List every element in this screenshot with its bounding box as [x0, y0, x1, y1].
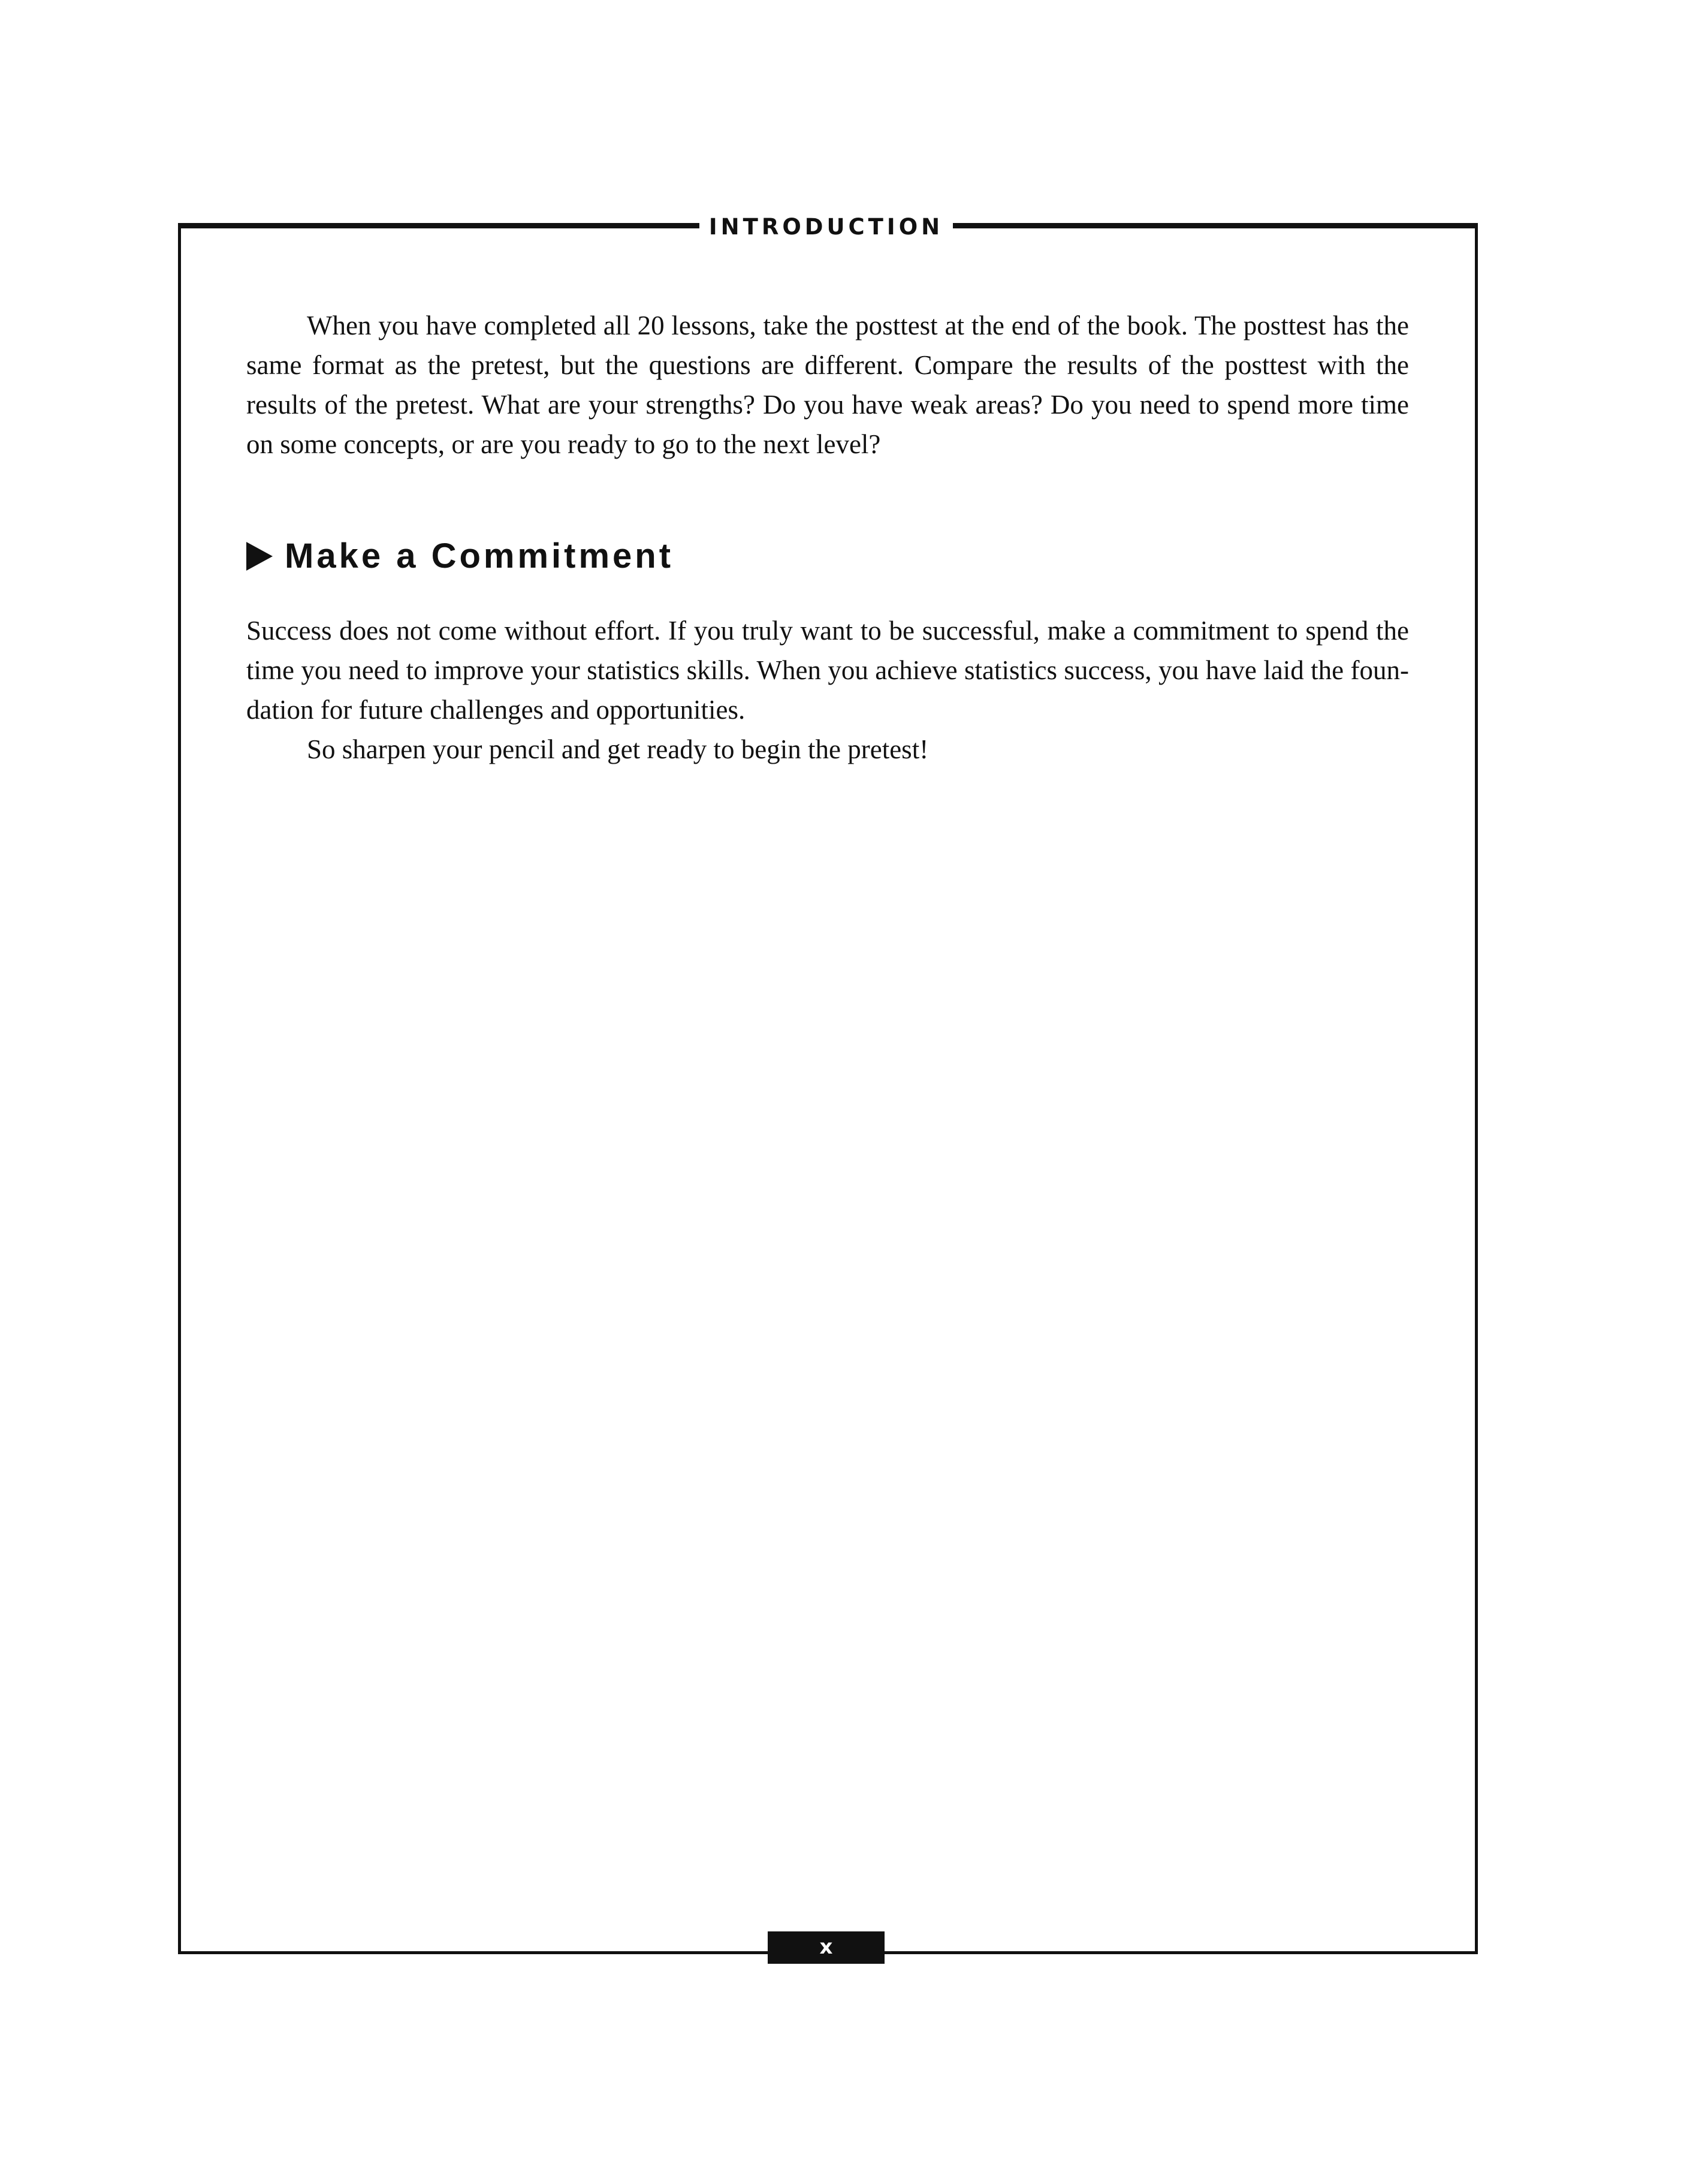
header-rule-right	[953, 223, 1478, 228]
section-heading-row	[246, 536, 1409, 576]
triangle-arrow-icon	[246, 542, 273, 571]
intro-paragraph: When you have completed all 20 lessons, take the posttest at the end of the book. The posttest has the same format as the pretest, but the questions are different. Compare the results of the posttest with the results of the pretest. What are your strengths? Do you have weak areas? Do you need to spend more time on some concepts, or are you ready to go to the next level?	[246, 311, 1409, 459]
section-heading: Make a Commitment	[285, 537, 674, 575]
header-rule-left	[178, 223, 699, 228]
page-content	[246, 306, 1409, 769]
running-head: INTRODUCTION	[708, 214, 944, 240]
page-number: x	[768, 1931, 885, 1964]
commitment-paragraph: Success does not come without effort. If you truly want to be successful, make a commitment to spend the time you need to improve your statistics skills. When you achieve statistics success, you have laid the foun-dation for future challenges and opportunities.	[246, 616, 1409, 725]
closing-paragraph: So sharpen your pencil and get ready to begin the pretest!	[307, 734, 929, 764]
